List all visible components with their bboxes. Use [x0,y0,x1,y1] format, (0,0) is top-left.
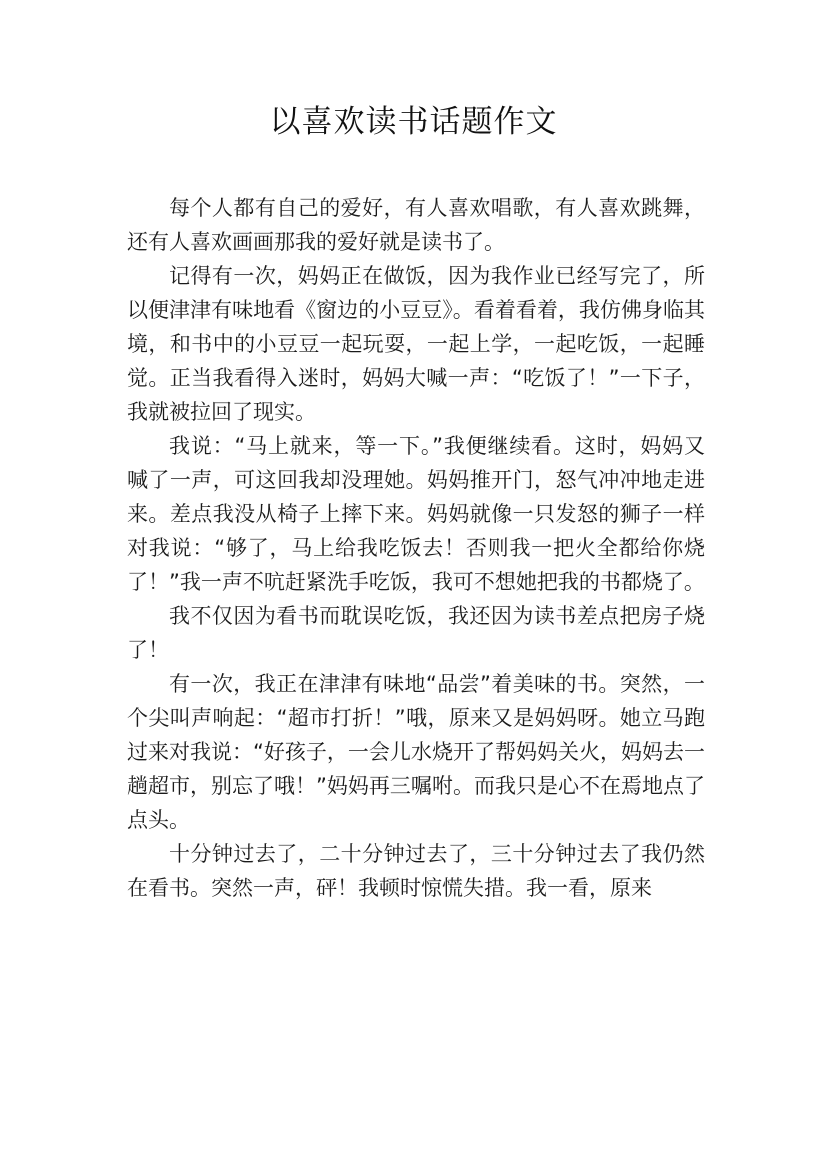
paragraph: 有一次，我正在津津有味地“品尝”着美味的书。突然，一个尖叫声响起：“超市打折！”哦，原来又是妈妈呀。她立马跑过来对我说：“好孩子，一会儿水烧开了帮妈妈关火，妈妈去一趟超市，别忘了哦！”妈妈再三嘱咐。而我只是心不在焉地点了点头。 [127,672,705,832]
document-body [127,191,705,905]
paragraph: 我说：“马上就来，等一下。”我便继续看。这时，妈妈又喊了一声，可这回我却没理她。妈妈推开门，怒气冲冲地走进来。差点我没从椅子上摔下来。妈妈就像一只发怒的狮子一样对我说：“够了，马上给我吃饭去！否则我一把火全都给你烧了！”我一声不吭赶紧洗手吃饭，我可不想她把我的书都烧了。 [127,434,705,594]
document-title: 以喜欢读书话题作文 [269,104,558,140]
paragraph: 我不仅因为看书而耽误吃饭，我还因为读书差点把房子烧了！ [127,604,705,662]
paragraph: 记得有一次，妈妈正在做饭，因为我作业已经写完了，所以便津津有味地看《窗边的小豆豆》。看着看着，我仿佛身临其境，和书中的小豆豆一起玩耍，一起上学，一起吃饭，一起睡觉。正当我看得入迷时，妈妈大喊一声：“吃饭了！”一下子，我就被拉回了现实。 [127,264,705,424]
paragraph: 每个人都有自己的爱好，有人喜欢唱歌，有人喜欢跳舞，还有人喜欢画画那我的爱好就是读书了。 [127,196,705,254]
paragraph: 十分钟过去了，二十分钟过去了，三十分钟过去了我仍然在看书。突然一声，砰！我顿时惊慌失措。我一看，原来 [127,842,705,900]
